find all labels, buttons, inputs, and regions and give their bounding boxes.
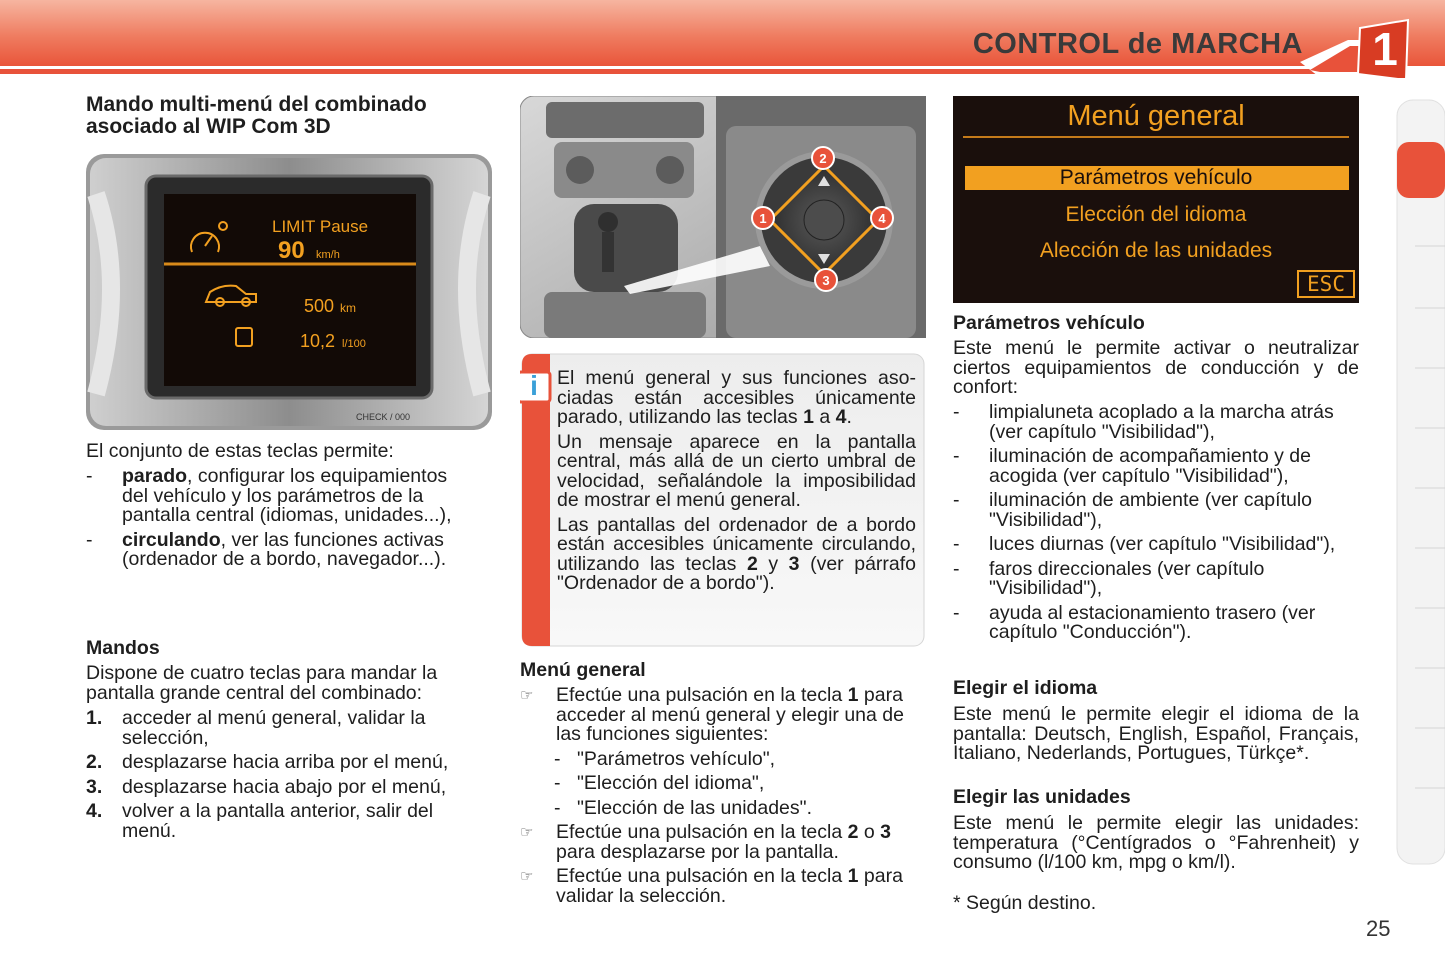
param-list	[953, 403, 1359, 643]
item-text: desplazarse hacia abajo por el menú,	[122, 775, 447, 798]
list-item: - iluminación de ambiente (ver capítulo "Visibilidad"),	[953, 489, 1313, 531]
chapter-title: CONTROL de MARCHA	[972, 28, 1303, 60]
info-paragraph: El menú general y sus funciones asociadas están accesibles únicamente parado, utilizando las teclas 1 a 4.	[557, 367, 916, 428]
item-text: desplazarse hacia arriba por el menú,	[122, 751, 449, 773]
list-marker: -	[86, 528, 93, 551]
step-item: ☞ Efectúe una pulsación en la tecla 1 para validar la selección.	[520, 865, 903, 907]
list-item: - "Elección de las unidades".	[554, 796, 812, 819]
mandos-text: Dispone de cuatro teclas para mandar la pantalla grande central del combinado:	[86, 662, 438, 704]
speed-unit: km/h	[316, 249, 340, 261]
menu-screen-image	[953, 96, 1359, 303]
list-item	[86, 467, 466, 526]
usage-list	[86, 467, 466, 570]
list-number: 2.	[86, 751, 103, 773]
item-text: , ver las funciones activas (ordenador de a bordo, navegador...).	[122, 528, 447, 570]
instrument-cluster-image	[86, 154, 492, 430]
list-number: 4.	[86, 800, 103, 822]
intro-text: El conjunto de estas teclas permite:	[86, 440, 394, 462]
key-label-3: 3	[822, 273, 830, 288]
list-item: - "Elección del idioma",	[554, 772, 765, 794]
menu-screen-item-selected: Parámetros vehículo	[1059, 166, 1253, 189]
list-item	[86, 753, 476, 773]
info-paragraph: Las pantallas del ordenador de a bordo están accesibles únicamente circulando, utilizando las teclas 2 y 3 (ver párrafo "Ordenador de a bordo").	[557, 513, 917, 594]
list-marker: -	[86, 465, 93, 487]
idioma-text: Este menú le permite elegir el idioma de la pantalla: Deutsch, English, Español, Français, Italiano, Nederlands, Portugues, Türkçe*.	[953, 703, 1359, 764]
unidades-heading: Elegir las unidades	[953, 786, 1131, 808]
list-item	[86, 775, 476, 798]
item-bold: circulando	[122, 528, 221, 551]
speed-value: 90	[278, 237, 305, 264]
section-title: Mando multi-menú del combinado asociado al WIP Com 3D	[86, 93, 427, 138]
list-number: 3.	[86, 775, 103, 798]
steps-list	[520, 686, 926, 906]
check-label: CHECK / 000	[356, 412, 411, 422]
consumption-value: 10,2	[300, 331, 336, 351]
hand-pointer-icon: ☞	[520, 687, 534, 704]
item-bold: parado	[122, 465, 188, 487]
chapter-tabs	[1395, 98, 1445, 866]
console-controls-image	[520, 96, 926, 338]
param-heading: Parámetros vehículo	[953, 312, 1145, 334]
item-text: , configurar los equipamientos del vehículo y los parámetros de la pantalla central (idiomas, unidades...),	[122, 465, 452, 526]
hand-pointer-icon: ☞	[520, 868, 534, 885]
param-text: Este menú le permite activar o neutralizar ciertos equipamientos de conducción y de confort:	[953, 337, 1359, 398]
range-value: 500	[304, 296, 335, 316]
list-item	[86, 709, 476, 748]
range-unit: km	[340, 301, 356, 315]
menu-general-heading: Menú general	[520, 659, 646, 681]
list-item: - "Parámetros vehículo",	[554, 747, 776, 770]
item-text: acceder al menú general, validar la selección,	[122, 707, 426, 749]
key-label-4: 4	[878, 211, 886, 226]
menu-screen-item: Alección de las unidades	[1039, 239, 1273, 262]
numbered-list	[86, 709, 476, 841]
page-number: 25	[1366, 916, 1391, 941]
list-item: - ayuda al estacionamiento trasero (ver capítulo "Conducción").	[953, 601, 1316, 643]
key-label-1: 1	[759, 211, 767, 226]
info-icon: i	[530, 370, 538, 401]
unidades-text: Este menú le permite elegir las unidades: temperatura (°Centígrados o °Fahrenheit) y consumo (l/100 km, mpg o km/l).	[953, 812, 1359, 873]
list-item: - limpialuneta acoplado a la marcha atrás (ver capítulo "Visibilidad"),	[953, 401, 1334, 443]
key-label-2: 2	[819, 151, 827, 166]
idioma-heading: Elegir el idioma	[953, 677, 1098, 699]
info-paragraph: Un mensaje aparece en la pantalla central, más allá de un cierto umbral de velocidad, señalándole la imposibilidad de mostrar el menú general.	[557, 430, 916, 511]
footnote: * Según destino.	[953, 892, 1097, 914]
options-list	[520, 747, 926, 819]
list-item: - faros direccionales (ver capítulo "Visibilidad"),	[953, 557, 1265, 599]
step-item: ☞ Efectúe una pulsación en la tecla 1 para acceder al menú general y elegir una de las funciones siguientes:	[520, 684, 904, 745]
chapter-number: 1	[1372, 23, 1398, 75]
menu-screen-title: Menú general	[1067, 100, 1245, 132]
list-item	[86, 802, 476, 841]
limit-label: LIMIT Pause	[272, 217, 369, 236]
menu-screen-item: Elección del idioma	[1065, 203, 1247, 226]
consumption-unit: l/100	[342, 338, 366, 350]
hand-pointer-icon: ☞	[520, 824, 534, 841]
item-text: volver a la pantalla anterior, salir del menú.	[122, 800, 434, 842]
list-item	[86, 528, 466, 570]
info-text	[557, 369, 916, 599]
list-item: - iluminación de acompañamiento y de acogida (ver capítulo "Visibilidad"),	[953, 445, 1311, 487]
list-item: - luces diurnas (ver capítulo "Visibilidad"),	[953, 533, 1336, 555]
step-item: ☞ Efectúe una pulsación en la tecla 2 o 3 para desplazarse por la pantalla.	[520, 821, 892, 863]
list-number: 1.	[86, 707, 103, 729]
mandos-heading: Mandos	[86, 637, 160, 659]
esc-label: ESC	[1297, 270, 1355, 298]
